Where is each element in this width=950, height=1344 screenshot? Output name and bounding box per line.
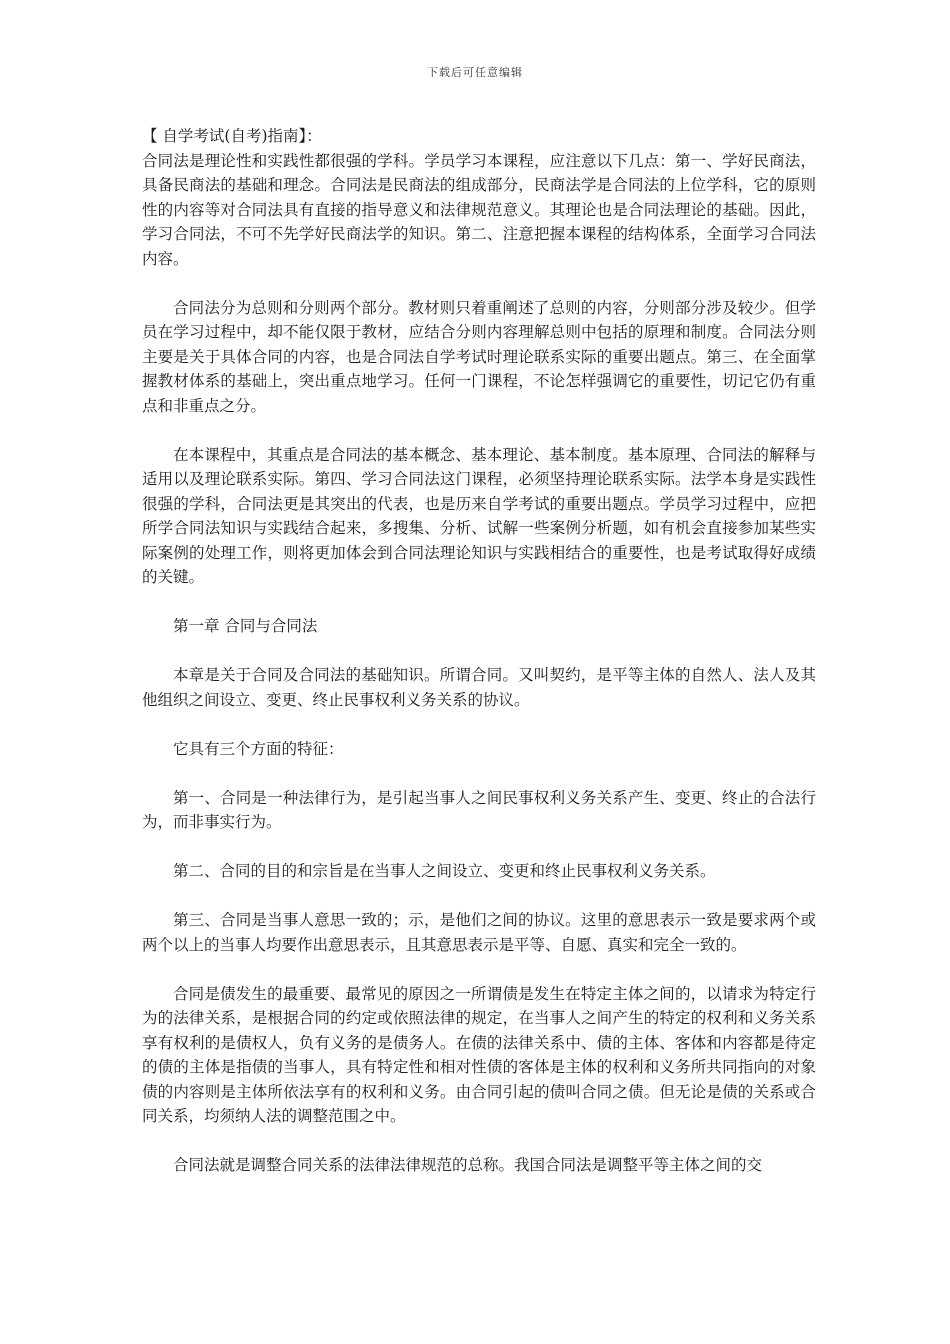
- paragraph: 第二、合同的目的和宗旨是在当事人之间设立、变更和终止民事权利义务关系。: [173, 862, 716, 880]
- chapter-title: 第一章 合同与合同法: [173, 617, 318, 635]
- paragraph: 第一、合同是一种法律行为，是引起当事人之间民事权利义务关系产生、变更、终止的合法行为，而非事实行为。: [142, 788, 816, 831]
- paragraph: 它具有三个方面的特征：: [173, 739, 344, 758]
- paragraph: 在本课程中，其重点是合同法的基本概念、基本理论、基本制度。基本原理、合同法的解释与适用以及理论联系实际。第四、学习合同法这门课程，必须坚持理论联系实际。法学本身是实践性很强的学科，合同法更是其突出的代表，也是历来自学考试的重要出题点。学员学习过程中，应把所学合同法知识与实践结合起来，多搜集、分析、试解一些案例分析题，如有机会直接参加某些实际案例的处理工作，则将更加体会到合同法理论知识与实践相结合的重要性，也是考试取得好成绩的关键。: [142, 445, 816, 586]
- paragraph: 本章是关于合同及合同法的基础知识。所谓合同。又叫契约，是平等主体的自然人、法人及其他组织之间设立、变更、终止民事权利义务关系的协议。: [142, 666, 816, 709]
- header-note: 下载后可任意编辑: [427, 66, 523, 79]
- document-body: [142, 124, 816, 1202]
- paragraph: 合同是债发生的最重要、最常见的原因之一所谓债是发生在特定主体之间的，以请求为特定行为的法律关系，是根据合同的约定或依照法律的规定，在当事人之间产生的特定的权利和义务关系享有权利的是债权人，负有义务的是债务人。在债的法律关系中、债的主体、客体和内容都是待定的债的主体是指债的当事人，具有特定性和相对性债的客体是主体的权利和义务所共同指向的对象债的内容则是主体所依法享有的权利和义务。由合同引起的债叫合同之债。但无论是债的关系或合同关系，均须纳人法的调整范围之中。: [142, 984, 816, 1125]
- paragraph: 合同法就是调整合同关系的法律法律规范的总称。我国合同法是调整平等主体之间的交: [173, 1156, 763, 1174]
- paragraph-intro: 合同法是理论性和实践性都很强的学科。学员学习本课程，应注意以下几点：第一、学好民商法，具备民商法的基础和理念。合同法是民商法的组成部分，民商法学是合同法的上位学科，它的原则性的内容等对合同法具有直接的指导意义和法律规范意义。其理论也是合同法理论的基础。因此，学习合同法，不可不先学好民商法学的知识。第二、注意把握本课程的结构体系，全面学习合同法内容。: [142, 151, 816, 268]
- paragraph: 合同法分为总则和分则两个部分。教材则只着重阐述了总则的内容，分则部分涉及较少。但学员在学习过程中，却不能仅限于教材，应结合分则内容理解总则中包括的原理和制度。合同法分则主要是关于具体合同的内容，也是合同法自学考试时理论联系实际的重要出题点。第三、在全面掌握教材体系的基础上，突出重点地学习。任何一门课程，不论怎样强调它的重要性，切记它仍有重点和非重点之分。: [142, 298, 816, 415]
- paragraph: 第三、合同是当事人意思一致的；示，是他们之间的协议。这里的意思表示一致是要求两个或两个以上的当事人均要作出意思表示，且其意思表示是平等、自愿、真实和完全一致的。: [142, 911, 816, 954]
- document-heading: 【 自学考试(自考)指南】：: [142, 127, 322, 145]
